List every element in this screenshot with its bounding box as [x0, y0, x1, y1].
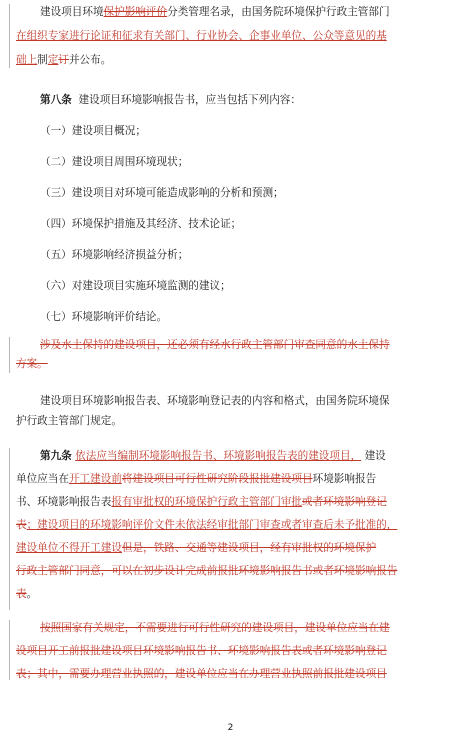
article-label: 第八条 [40, 94, 72, 106]
revision-bar [9, 4, 10, 68]
art7-line-2: 在组织专家进行论证和征求有关部门、行业协会、企事业单位、公众等意见的基 [16, 30, 387, 42]
deleted-paragraph: 方案。 [16, 358, 48, 370]
format-paragraph: 护行政主管部门规定。 [16, 415, 122, 427]
article-8-heading: 第八条 建设项目环境影响报告书，应当包括下列内容： [40, 94, 301, 106]
deleted-paragraph: 涉及水土保持的建设项目，还必须有经水行政主管部门审查同意的水土保持 [40, 339, 390, 351]
deleted-paragraph: 设项目开工前报批建设项目环境影响报告书、环境影响报告表或者环境影响登记 [16, 645, 387, 657]
revision-bar [9, 620, 10, 680]
article-9-line-2: 单位应当在开工建设前将建设项目可行性研究阶段报批建设项目环境影响报告 [16, 473, 377, 485]
page-number: 2 [227, 723, 234, 733]
article-9-line-3: 书、环境影响报告表报有审批权的环境保护行政主管部门审批或者环境影响登记 [16, 496, 387, 508]
format-paragraph: 建设项目环境影响报告表、环境影响登记表的内容和格式，由国务院环境保 [40, 395, 390, 407]
deleted-paragraph: 按照国家有关规定，不需要进行可行性研究的建设项目，建设单位应当在建 [40, 622, 390, 634]
revision-bar [9, 337, 10, 373]
list-item: （三）建设项目对环境可能造成影响的分析和预测； [40, 187, 284, 199]
list-item: （四）环境保护措施及其经济、技术论证； [40, 218, 242, 230]
art7-line-1: 建设项目环境保护影响评价分类管理名录，由国务院环境保护行政主管部门 [40, 6, 390, 18]
list-item: （六）对建设项目实施环境监测的建议； [40, 280, 231, 292]
list-item: （七）环境影响评价结论。 [40, 311, 168, 323]
deleted-paragraph: 表；其中，需要办理营业执照的，建设单位应当在办理营业执照前报批建设项目 [16, 668, 387, 680]
article-9-line-7: 表。 [16, 588, 38, 600]
revision-bar [9, 448, 10, 610]
art7-line-3: 础上制定订并公布。 [16, 54, 112, 66]
article-9-line-5: 建设单位不得开工建设但是，铁路、交通等建设项目，经有审批权的环境保护 [16, 542, 377, 554]
list-item: （五）环境影响经济损益分析； [40, 249, 189, 261]
article-9-line-1: 第九条 依法应当编制环境影响报告书、环境影响报告表的建设项目， 建设 [40, 450, 386, 462]
list-item: （二）建设项目周围环境现状； [40, 156, 189, 168]
list-item: （一）建设项目概况； [40, 125, 146, 137]
article-9-line-4: 表；建设项目的环境影响评价文件未依法经审批部门审查或者审查后未予批准的， [16, 519, 398, 531]
article-9-line-6: 行政主管部门同意，可以在初步设计完成前报批环境影响报告书或者环境影响报告 [16, 565, 398, 577]
article-label: 第九条 [40, 450, 72, 462]
